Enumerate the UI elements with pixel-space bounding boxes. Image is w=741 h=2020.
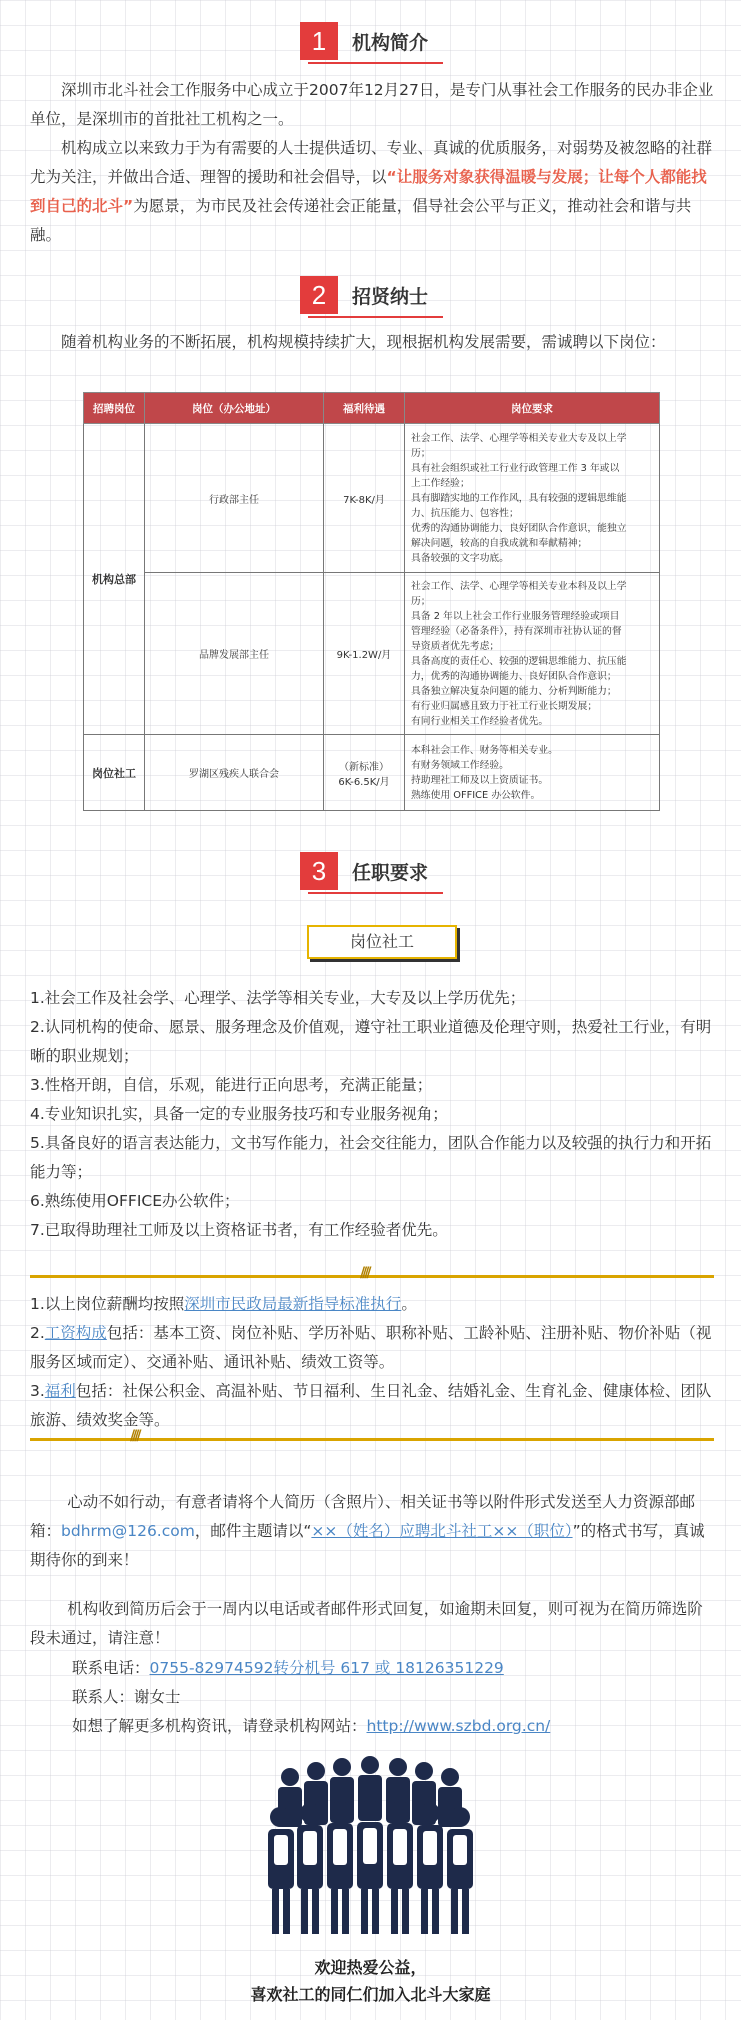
section-underline [308, 316, 443, 318]
role-title-box: 岗位社工 [307, 925, 457, 959]
requirement-cell: 社会工作、法学、心理学等相关专业大专及以上学 历； 具有社会组织或社工行业行政管理工作 3 年或以 上工作经验； 具有脚踏实地的工作作风，具有较强的逻辑思维能 力、抗压能力、包容性； 优秀的沟通协调能力、良好团队合作意识，能独立 解决问题，较高的自我成就和奉献精神； 具备较强的文字功底。 [405, 424, 660, 573]
section-underline [308, 62, 443, 64]
requirement-cell: 本科社会工作、财务等相关专业。 有财务领域工作经验。 持助理社工师及以上资质证书。 熟练使用 OFFICE 办公软件。 [405, 735, 660, 811]
table-row [84, 573, 660, 735]
salary-cell: 9K-1.2W/月 [324, 573, 405, 735]
position-cell: 行政部主任 [145, 424, 324, 573]
vision-highlight: “让服务对象获得温暖与发展；让每个人都能找到自己的北斗” [30, 168, 707, 215]
section-title: 任职要求 [352, 862, 429, 884]
dept-cell: 机构总部 [84, 424, 145, 735]
recruit-intro: 随着机构业务的不断拓展，机构规模持续扩大，现根据机构发展需要，需诚聘以下岗位： [61, 333, 666, 351]
section-title: 机构简介 [352, 32, 429, 54]
requirement-item: 1.社会工作及社会学、心理学、法学等相关专业，大专及以上学历优先； [30, 989, 526, 1007]
section-underline [308, 892, 443, 894]
gold-divider [30, 1275, 714, 1278]
salary-cell: （新标准） 6K-6.5K/月 [324, 735, 405, 811]
footer-line-2: 喜欢社工的同仁们加入北斗大家庭 [250, 1985, 491, 2004]
footer-line-1: 欢迎热爱公益， [314, 1958, 427, 1977]
phone-link[interactable]: 0755-82974592转分机号 617 或 18126351229 [149, 1659, 504, 1677]
team-group-illustration [260, 1755, 480, 1940]
section-number: 2 [300, 276, 338, 314]
table-row [84, 735, 660, 811]
position-cell: 罗湖区残疾人联合会 [145, 735, 324, 811]
requirement-item: 6.熟练使用OFFICE办公软件； [30, 1192, 240, 1210]
table-row [84, 424, 660, 573]
salary-structure-link[interactable]: 工资构成 [44, 1324, 107, 1342]
jobs-table [83, 392, 660, 811]
section-title: 招贤纳士 [352, 286, 429, 308]
benefit-item-1: 1.以上岗位薪酬均按照深圳市民政局最新指导标准执行。 [30, 1295, 417, 1313]
contact-person: 联系人：谢女士 [72, 1688, 181, 1706]
requirement-item: 3.性格开朗，自信，乐观，能进行正向思考，充满正能量； [30, 1076, 433, 1094]
requirement-cell: 社会工作、法学、心理学等相关专业本科及以上学 历； 具备 2 年以上社会工作行业服务管理经验或项目 管理经验（必备条件），持有深圳市社协认证的督 导资质者优先考虑； 具备高度的责任心、较强的逻辑思维能力、抗压能 力，优秀的沟通协调能力、良好团队合作意识； 具备独立解决复杂问题的能力、分析判断能力； 有行业归属感且致力于社工行业长期发展； 有同行业相关工作经验者优先。 [405, 573, 660, 735]
requirement-item: 2.认同机构的使命、愿景、服务理念及价值观，遵守社工职业道德及伦理守则，热爱社工行业，有明晰的职业规划； [30, 1018, 712, 1065]
email-subject-format: ××（姓名）应聘北斗社工××（职位） [311, 1522, 573, 1540]
contact-phone: 联系电话：0755-82974592转分机号 617 或 18126351229 [72, 1659, 504, 1677]
divider-slash-icon: //// [360, 1265, 369, 1281]
section-number: 3 [300, 852, 338, 890]
benefit-item-3: 3.福利包括：社保公积金、高温补贴、节日福利、生日礼金、结婚礼金、生育礼金、健康体检、团队旅游、绩效奖金等。 [30, 1382, 712, 1429]
section-number: 1 [300, 22, 338, 60]
apply-paragraph: 心动不如行动，有意者请将个人简历（含照片）、相关证书等以附件形式发送至人力资源部邮箱：bdhrm@126.com，邮件主题请以“××（姓名）应聘北斗社工××（职位）”的格式书写，真诚期待你的到来！ [30, 1493, 705, 1569]
position-cell: 品牌发展部主任 [145, 573, 324, 735]
table-header-row [84, 393, 660, 424]
salary-cell: 7K-8K/月 [324, 424, 405, 573]
intro-paragraph-1: 深圳市北斗社会工作服务中心成立于2007年12月27日，是专门从事社会工作服务的民办非企业单位，是深圳市的首批社工机构之一。 [30, 81, 714, 128]
welfare-link[interactable]: 福利 [44, 1382, 76, 1400]
divider-slash-icon: //// [130, 1428, 139, 1444]
requirement-item: 7.已取得助理社工师及以上资格证书者，有工作经验者优先。 [30, 1221, 448, 1239]
requirement-item: 5.具备良好的语言表达能力，文书写作能力，社会交往能力，团队合作能力以及较强的执行力和开拓能力等； [30, 1134, 712, 1181]
col-header: 岗位要求 [405, 393, 660, 424]
col-header: 招聘岗位 [84, 393, 145, 424]
reply-notice: 机构收到简历后会于一周内以电话或者邮件形式回复，如逾期未回复，则可视为在简历筛选阶段未通过，请注意！ [30, 1600, 703, 1647]
salary-standard-link[interactable]: 深圳市民政局最新指导标准执行 [184, 1295, 402, 1313]
col-header: 福利待遇 [324, 393, 405, 424]
website-line: 如想了解更多机构资讯，请登录机构网站：http://www.szbd.org.cn/ [72, 1717, 551, 1735]
requirement-item: 4.专业知识扎实，具备一定的专业服务技巧和专业服务视角； [30, 1105, 448, 1123]
benefit-item-2: 2.工资构成包括：基本工资、岗位补贴、学历补贴、职称补贴、工龄补贴、注册补贴、物价补贴（视服务区域而定）、交通补贴、通讯补贴、绩效工资等。 [30, 1324, 712, 1371]
dept-cell: 岗位社工 [84, 735, 145, 811]
email-link[interactable]: bdhrm@126.com [61, 1522, 195, 1540]
intro-paragraph-2: 机构成立以来致力于为有需要的人士提供适切、专业、真诚的优质服务，对弱势及被忽略的社群尤为关注，并做出合适、理智的援助和社会倡导，以“让服务对象获得温暖与发展；让每个人都能找到自己的北斗”为愿景，为市民及社会传递社会正能量，倡导社会公平与正义，推动社会和谐与共融。 [30, 139, 713, 244]
col-header: 岗位（办公地址） [145, 393, 324, 424]
website-link[interactable]: http://www.szbd.org.cn/ [366, 1717, 551, 1735]
